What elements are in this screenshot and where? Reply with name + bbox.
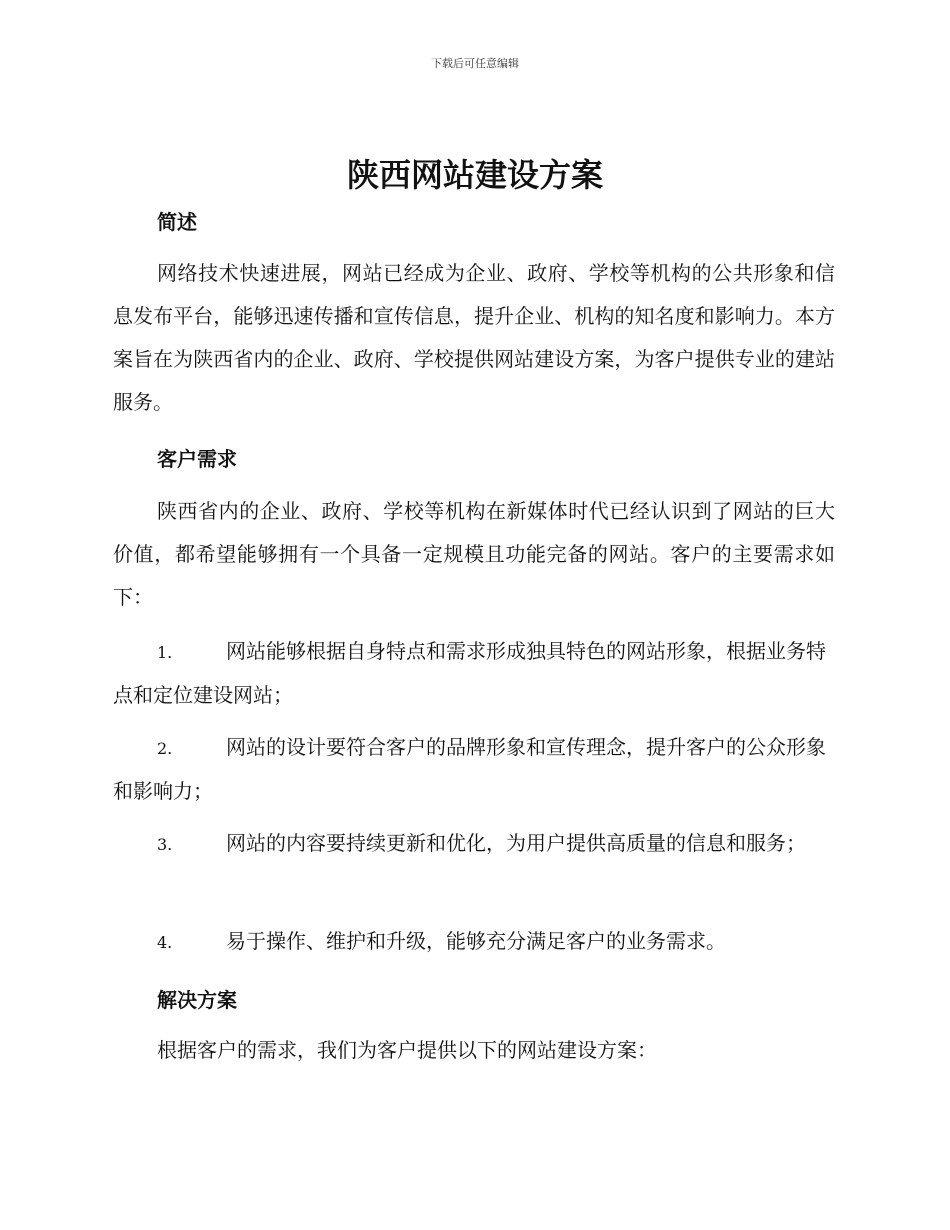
list-item: [113, 630, 835, 717]
list-item-text: 网站的内容要持续更新和优化，为用户提供高质量的信息和服务；: [226, 831, 806, 855]
section-heading-overview: 简述: [157, 210, 197, 234]
header-note: 下载后可任意编辑: [431, 57, 519, 70]
list-item-number: 4.: [157, 933, 173, 952]
document-title: 陕西网站建设方案: [346, 156, 603, 194]
section-paragraph-solution: 根据客户的需求，我们为客户提供以下的网站建设方案：: [157, 1038, 657, 1062]
list-item-text: 网站的设计要符合客户的品牌形象和宣传理念，提升客户的公众形象和影响力；: [113, 735, 826, 803]
list-item: [113, 822, 835, 866]
section-paragraph-overview: 网络技术快速进展，网站已经成为企业、政府、学校等机构的公共形象和信息发布平台，能够迅速传播和宣传信息，提升企业、机构的知名度和影响力。本方案旨在为陕西省内的企业、政府、学校提供网站建设方案，为客户提供专业的建站服务。: [113, 261, 835, 414]
list-item: [113, 920, 835, 964]
list-item-number: 3.: [157, 835, 173, 854]
section-heading-solution: 解决方案: [157, 988, 237, 1012]
list-item-text: 易于操作、维护和升级，能够充分满足客户的业务需求。: [226, 929, 726, 953]
section-paragraph-requirements: 陕西省内的企业、政府、学校等机构在新媒体时代已经认识到了网站的巨大价值，都希望能够拥有一个具备一定规模且功能完备的网站。客户的主要需求如下：: [113, 499, 835, 609]
list-item-text: 网站能够根据自身特点和需求形成独具特色的网站形象，根据业务特点和定位建设网站；: [113, 639, 826, 707]
list-item-number: 1.: [157, 643, 173, 662]
list-item: [113, 726, 835, 813]
list-item-number: 2.: [157, 739, 173, 758]
section-heading-requirements: 客户需求: [157, 447, 237, 471]
